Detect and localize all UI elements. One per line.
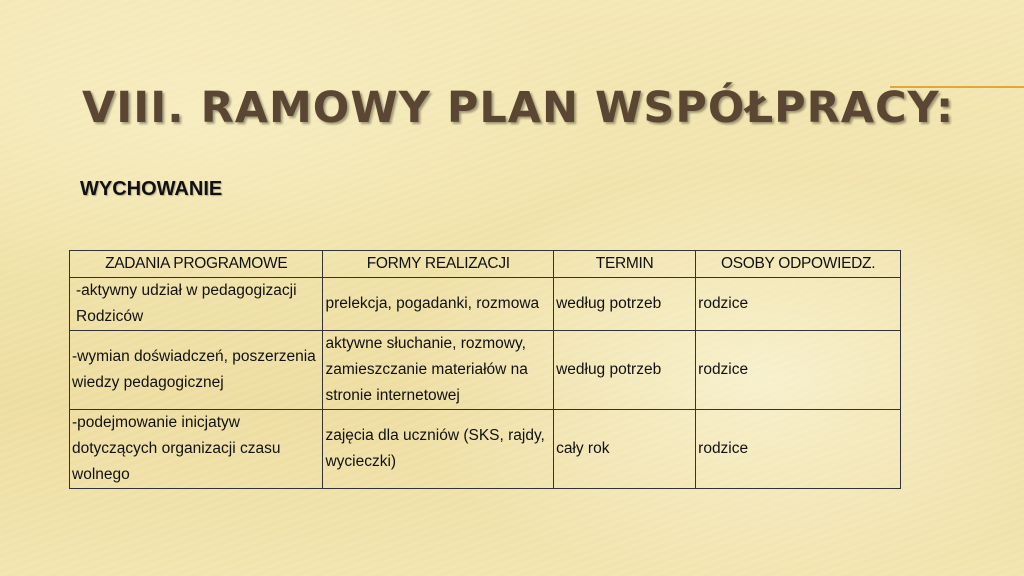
cell-form: zajęcia dla uczniów (SKS, rajdy, wycieczki) <box>323 410 554 489</box>
cell-task: -podejmowanie inicjatyw dotyczących organizacji czasu wolnego <box>70 410 323 489</box>
cell-term: cały rok <box>554 410 696 489</box>
cell-form: aktywne słuchanie, rozmowy, zamieszczanie materiałów na stronie internetowej <box>323 331 554 410</box>
section-subtitle: WYCHOWANIE <box>80 178 223 200</box>
column-header-term: TERMIN <box>554 251 696 278</box>
cell-task: -aktywny udział w pedagogizacji Rodziców <box>70 278 323 331</box>
column-header-responsible: OSOBY ODPOWIEDZ. <box>696 251 901 278</box>
cell-task: -wymian doświadczeń, poszerzenia wiedzy pedagogicznej <box>70 331 323 410</box>
table-row <box>70 331 901 410</box>
slide-title: VIII. RAMOWY PLAN WSPÓŁPRACY: <box>82 83 955 133</box>
cell-term: według potrzeb <box>554 278 696 331</box>
table-header-row <box>70 251 901 278</box>
cell-responsible: rodzice <box>696 410 901 489</box>
column-header-tasks: ZADANIA PROGRAMOWE <box>70 251 323 278</box>
cooperation-plan-table <box>69 250 901 489</box>
cell-term: według potrzeb <box>554 331 696 410</box>
table-row <box>70 410 901 489</box>
table-row <box>70 278 901 331</box>
cell-responsible: rodzice <box>696 278 901 331</box>
cell-responsible: rodzice <box>696 331 901 410</box>
column-header-forms: FORMY REALIZACJI <box>323 251 554 278</box>
cell-form: prelekcja, pogadanki, rozmowa <box>323 278 554 331</box>
